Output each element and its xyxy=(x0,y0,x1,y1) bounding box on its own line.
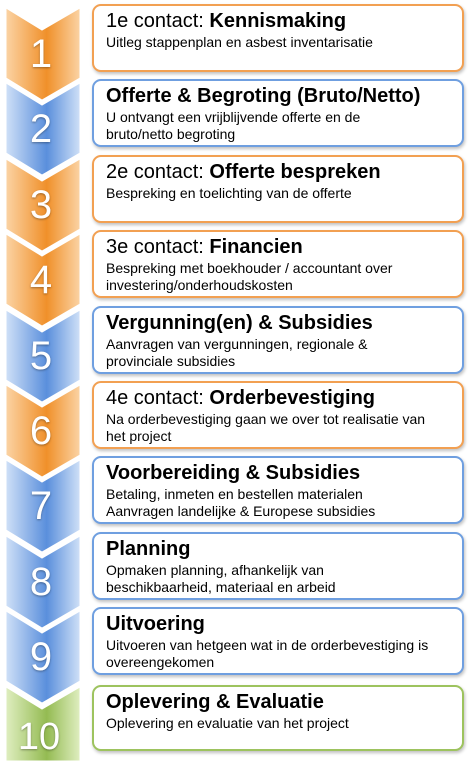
step-description: Oplevering en evaluatie van het project xyxy=(106,715,349,731)
step-box xyxy=(92,230,464,298)
step-number: 2 xyxy=(29,107,53,151)
step-title-main: Oplevering & Evaluatie xyxy=(106,691,324,713)
step-description: Opmaken planning, afhankelijk van beschikbaarheid, materiaal en arbeid xyxy=(106,562,336,595)
step-title xyxy=(106,161,381,183)
step-title-prefix: 1e contact: xyxy=(106,10,210,32)
step-title xyxy=(106,613,205,635)
step-box xyxy=(92,4,464,72)
step-number: 7 xyxy=(29,484,53,528)
step-title-prefix: 3e contact: xyxy=(106,236,210,258)
step-8 xyxy=(0,528,474,606)
step-4 xyxy=(0,226,474,304)
step-title-main: Planning xyxy=(106,538,191,560)
step-description: Bespreking en toelichting van de offerte xyxy=(106,185,352,201)
step-number: 1 xyxy=(29,32,53,76)
step-7 xyxy=(0,452,474,530)
step-10 xyxy=(0,679,474,757)
step-box xyxy=(92,532,464,600)
step-box xyxy=(92,456,464,524)
step-box xyxy=(92,155,464,223)
step-description: Uitvoeren van hetgeen wat in de orderbevestiging is overeengekomen xyxy=(106,637,429,670)
step-title xyxy=(106,387,375,409)
step-box xyxy=(92,79,464,147)
step-description: Bespreking met boekhouder / accountant over investering/onderhoudskosten xyxy=(106,260,393,293)
step-description: Na orderbevestiging gaan we over tot realisatie van het project xyxy=(106,411,426,444)
step-box xyxy=(92,306,464,374)
step-title-main: Voorbereiding & Subsidies xyxy=(106,462,361,484)
step-6 xyxy=(0,377,474,455)
step-title-main: Vergunning(en) & Subsidies xyxy=(106,312,373,334)
step-2 xyxy=(0,75,474,153)
step-number: 5 xyxy=(29,334,53,378)
step-description: Uitleg stappenplan en asbest inventarisatie xyxy=(106,34,373,50)
step-3 xyxy=(0,151,474,229)
step-title xyxy=(106,85,420,107)
step-number: 9 xyxy=(29,635,53,679)
step-number: 4 xyxy=(29,258,53,302)
step-title xyxy=(106,312,373,334)
step-box xyxy=(92,685,464,751)
step-number: 3 xyxy=(29,183,53,227)
step-title-main: Financien xyxy=(209,236,303,258)
step-description: U ontvangt een vrijblijvende offerte en de bruto/netto begroting xyxy=(106,109,361,142)
step-box xyxy=(92,381,464,449)
step-title xyxy=(106,236,303,258)
step-title-main: Offerte & Begroting (Bruto/Netto) xyxy=(106,85,421,107)
step-title-prefix: 2e contact: xyxy=(106,161,210,183)
step-number: 6 xyxy=(29,409,53,453)
step-1 xyxy=(0,0,474,78)
step-number: 8 xyxy=(29,560,53,604)
step-title-prefix: 4e contact: xyxy=(106,387,210,409)
step-title-main: Orderbevestiging xyxy=(209,387,376,409)
step-description: Betaling, inmeten en bestellen materialen Aanvragen landelijke & Europese subsidies xyxy=(106,486,376,519)
step-9 xyxy=(0,603,474,681)
step-description: Aanvragen van vergunningen, regionale & provinciale subsidies xyxy=(106,336,368,369)
step-title-main: Kennismaking xyxy=(209,10,347,32)
step-title-main: Uitvoering xyxy=(106,613,205,635)
step-box xyxy=(92,607,464,675)
step-title xyxy=(106,462,360,484)
step-title-main: Offerte bespreken xyxy=(209,161,381,183)
step-5 xyxy=(0,302,474,380)
step-title xyxy=(106,691,324,713)
step-number: 10 xyxy=(17,716,61,758)
step-title xyxy=(106,538,190,560)
step-title xyxy=(106,10,346,32)
